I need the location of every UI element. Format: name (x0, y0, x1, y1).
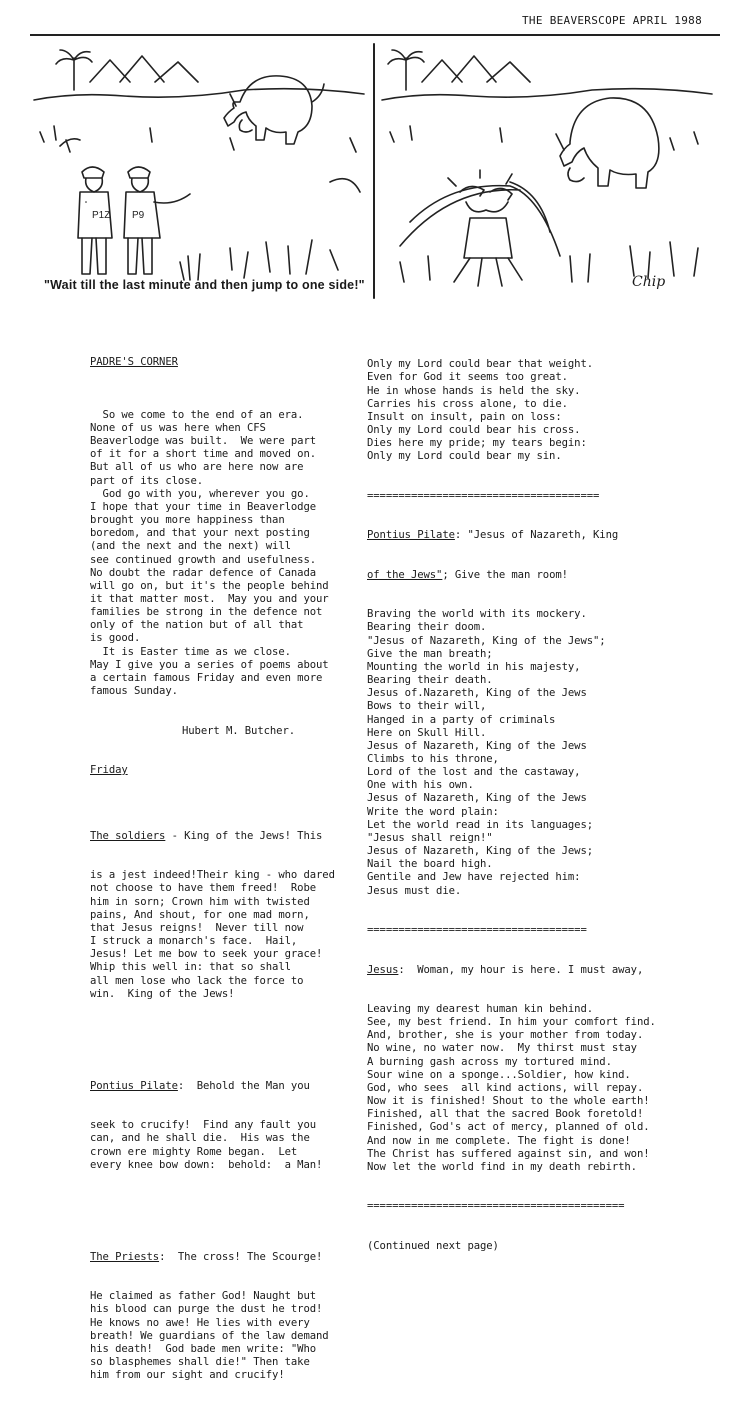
text-line: win. King of the Jews! (90, 987, 235, 1000)
stanza-line: : Woman, my hour is here. I must away, (398, 963, 644, 976)
text-line: is a jest indeed!Their king - who dared (90, 869, 335, 882)
text-line: Write the word plain: (367, 805, 499, 818)
badge-left: P1Z (92, 210, 111, 221)
text-line: Even for God it seems too great. (367, 371, 568, 384)
text-line: (and the next and the next) will (90, 540, 291, 553)
speaker-label: Pontius Pilate (367, 529, 455, 542)
text-line: him from our sight and crucify! (90, 1369, 285, 1382)
text-line: every knee bow down: behold: a Man! (90, 1158, 323, 1171)
cartoon-drawing (30, 42, 720, 300)
speaker-label: The soldiers (90, 829, 166, 842)
text-line: It is Easter time as we close. (90, 645, 291, 658)
text-line: it that matter most. May you and your (90, 592, 329, 605)
text-line: Nail the board high. (367, 858, 493, 871)
separator: ===================================== (367, 489, 600, 502)
text-line: He in whose hands is held the sky. (367, 384, 581, 397)
text-line: famous Sunday. (90, 685, 178, 698)
text-line: Give the man breath; (367, 647, 493, 660)
text-line: I hope that your time in Beaverlodge (90, 500, 317, 513)
text-line: only of the nation but of all that (90, 619, 304, 632)
text-line: None of us was here when CFS (90, 421, 266, 434)
text-line: Insult on insult, pain on loss: (367, 410, 562, 423)
jesus-poem (367, 1003, 667, 1174)
text-line: will go on, but it's the people behind (90, 579, 329, 592)
text-line: Bows to their will, (367, 700, 487, 713)
continued-note: (Continued next page) (367, 1239, 499, 1252)
text-line: Gentile and Jew have rejected him: (367, 871, 581, 884)
text-line: Beaverlodge was built. We were part (90, 435, 317, 448)
separator: ========================================= (367, 1200, 625, 1213)
cartoon-caption: "Wait till the last minute and then jump to one side!" (44, 278, 365, 292)
text-line: Jesus of Nazareth, King of the Jews (367, 792, 587, 805)
stanza-line: of the Jews" (367, 568, 443, 581)
text-line: Let the world read in its languages; (367, 818, 594, 831)
text-line: God, who sees all kind actions, will repay. (367, 1081, 644, 1094)
text-line: pains, And shout, for one mad morn, (90, 908, 310, 921)
text-line: of it for a short time and moved on. (90, 448, 317, 461)
text-line: seek to crucify! Find any fault you (90, 1119, 317, 1132)
poem-verse (367, 358, 667, 463)
text-line: "Jesus of Nazareth, King of the Jews"; (367, 634, 606, 647)
text-line: He knows no awe! He lies with every (90, 1316, 310, 1329)
text-line: A burning gash across my tortured mind. (367, 1055, 612, 1068)
stanza-line: - King of the Jews! This (165, 829, 323, 842)
pilate-poem (367, 608, 667, 897)
text-line: Now let the world find in my death rebirth. (367, 1160, 637, 1173)
stanza-line: ; Give the man room! (442, 568, 568, 581)
text-line: Whip this well in: that so shall (90, 961, 291, 974)
text-line: Only my Lord could bear my sin. (367, 450, 562, 463)
text-line: his death! God bade men write: "Who (90, 1342, 317, 1355)
text-line: Jesus! Let me bow to seek your grace! (90, 948, 323, 961)
text-line: Bearing their death. (367, 674, 493, 687)
text-line: Sour wine on a sponge...Soldier, how kind. (367, 1068, 631, 1081)
text-line: all men lose who lack the force to (90, 974, 304, 987)
author-signature: Hubert M. Butcher. (182, 724, 296, 737)
text-line: Bearing their doom. (367, 621, 487, 634)
text-line: see continued growth and usefulness. (90, 553, 317, 566)
text-line: him in sorn; Crown him with twisted (90, 895, 310, 908)
text-line: breath! We guardians of the law demand (90, 1329, 329, 1342)
text-line: Climbs to his throne, (367, 753, 499, 765)
text-line: crown ere mighty Rome began. Let (90, 1145, 298, 1158)
text-line: Leaving my dearest human kin behind. (367, 1002, 594, 1015)
left-column (90, 330, 355, 1422)
text-line: that Jesus reigns! Never till now (90, 921, 304, 934)
header-rule (30, 34, 720, 36)
text-line: can, and he shall die. His was the (90, 1132, 310, 1145)
text-line: boredom, and that your next posting (90, 527, 310, 540)
stanza-line: : Behold the Man you (177, 1079, 310, 1092)
padre-intro (90, 409, 355, 698)
cartoon-signature: Chip (632, 274, 666, 290)
text-line: part of its close. (90, 474, 204, 487)
text-line: Jesus must die. (367, 884, 462, 897)
text-line: Finished, all that the sacred Book foretold! (367, 1108, 644, 1121)
text-line: See, my best friend. In him your comfort find. (367, 1016, 656, 1029)
text-line: So we come to the end of an era. (90, 408, 304, 421)
text-line: brought you more happiness than (90, 514, 285, 527)
soldiers-stanza (90, 803, 355, 1027)
stanza-line: : "Jesus of Nazareth, King (454, 529, 619, 542)
text-line: his blood can purge the dust he trod! (90, 1303, 323, 1316)
text-line: Dies here my pride; my tears begin: (367, 437, 587, 450)
speaker-label: The Priests (90, 1250, 160, 1263)
text-line: so blasphemes shall die!" Then take (90, 1356, 310, 1369)
text-line: Carries his cross alone, to die. (367, 397, 568, 410)
text-line: But all of us who are here now are (90, 461, 304, 474)
friday-heading: Friday (90, 764, 128, 776)
text-line: He claimed as father God! Naught but (90, 1290, 317, 1303)
page-header: THE BEAVERSCOPE APRIL 1988 (522, 14, 702, 27)
text-line: Jesus of Nazareth, King of the Jews (367, 739, 587, 752)
text-line: Now it is finished! Shout to the whole earth! (367, 1095, 650, 1108)
text-line: Hanged in a party of criminals (367, 713, 556, 726)
text-line: is good. (90, 632, 141, 645)
text-line: not choose to have them freed! Robe (90, 882, 317, 895)
text-line: Only my Lord could bear his cross. (367, 424, 581, 437)
text-line: families be strong in the defence not (90, 606, 323, 619)
right-column (367, 332, 667, 1266)
pilate-stanza (90, 1053, 355, 1198)
separator: =================================== (367, 924, 587, 937)
priests-stanza (90, 1224, 355, 1408)
text-line: I struck a monarch's face. Hail, (90, 935, 298, 948)
badge-right: P9 (132, 210, 145, 221)
text-line: The Christ has suffered against sin, and won! (367, 1147, 650, 1160)
text-line: No wine, no water now. My thirst must stay (367, 1042, 637, 1055)
speaker-label: Jesus (367, 963, 399, 976)
text-line: Braving the world with its mockery. (367, 608, 587, 621)
stanza-line: : The cross! The Scourge! (159, 1250, 323, 1263)
text-line: a certain famous Friday and even more (90, 671, 323, 684)
cartoon-illustration (30, 42, 720, 300)
text-line: Finished, God's act of mercy, planned of old. (367, 1121, 650, 1134)
text-line: God go with you, wherever you go. (90, 487, 310, 500)
text-line: Jesus of Nazareth, King of the Jews; (367, 845, 594, 858)
text-line: "Jesus shall reign!" (367, 831, 493, 844)
text-line: Lord of the lost and the castaway, (367, 766, 581, 779)
text-line: Here on Skull Hill. (367, 726, 487, 739)
text-line: Only my Lord could bear that weight. (367, 358, 594, 371)
text-line: Jesus of.Nazareth, King of the Jews (367, 687, 587, 700)
text-line: And, brother, she is your mother from today. (367, 1029, 644, 1042)
text-line: Mounting the world in his majesty, (367, 660, 581, 673)
text-line: And now in me complete. The fight is done! (367, 1134, 631, 1147)
text-line: No doubt the radar defence of Canada (90, 566, 317, 579)
text-line: May I give you a series of poems about (90, 658, 329, 671)
text-line: One with his own. (367, 779, 474, 792)
section-title: PADRE'S CORNER (90, 356, 178, 369)
speaker-label: Pontius Pilate (90, 1079, 178, 1092)
